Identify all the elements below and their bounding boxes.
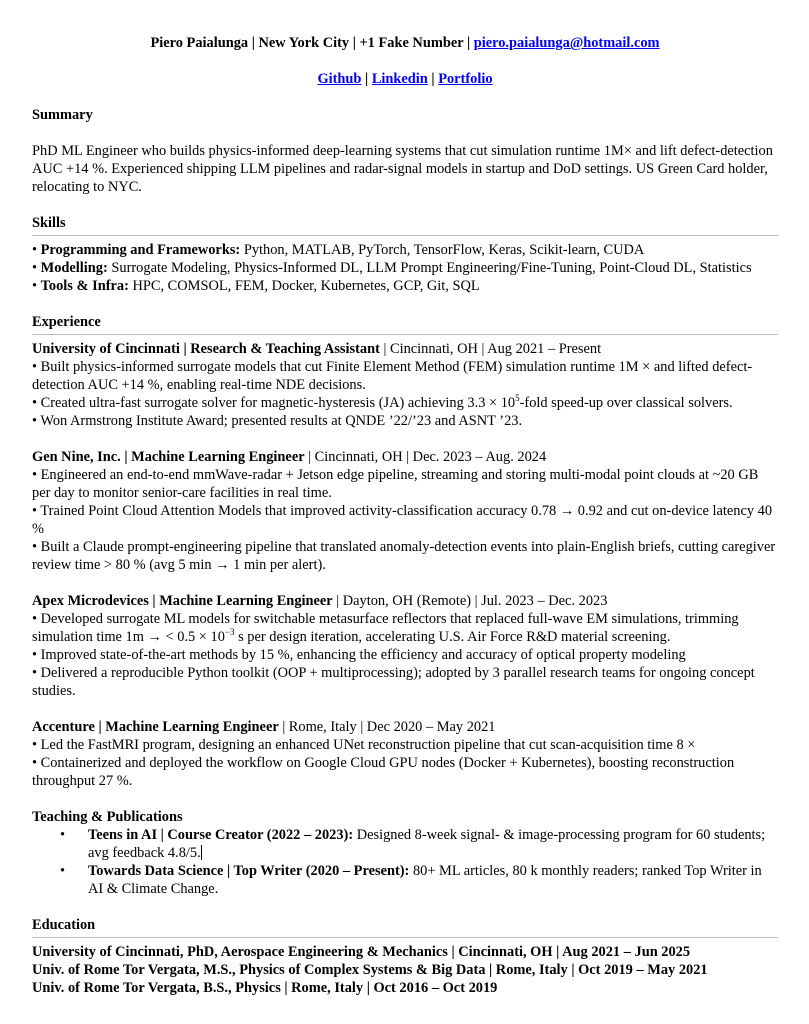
job-header — [32, 340, 778, 358]
skill-label: Programming and Frameworks: — [40, 242, 241, 258]
bullet-text: Led the FastMRI program, designing an enhanced UNet reconstruction pipeline that cut scan-acquisition time 8 × — [40, 737, 696, 753]
bullet-text: Trained Point Cloud Attention Models that improved activity-classification accuracy 0.78 → 0.92 and cut on-device latency 40 % — [32, 503, 773, 537]
github-link[interactable]: Github — [317, 71, 362, 87]
publication-label: Teens in AI | Course Creator (2022 – 2023): — [88, 827, 354, 843]
job-title: Accenture | Machine Learning Engineer — [32, 719, 279, 735]
job-meta: | Dayton, OH (Remote) | Jul. 2023 – Dec. 2023 — [332, 593, 608, 609]
bullet-icon: • — [32, 737, 41, 753]
bullet-icon: • — [32, 503, 41, 519]
skill-text: Python, MATLAB, PyTorch, TensorFlow, Keras, Scikit-learn, CUDA — [240, 242, 645, 258]
job-bullet — [32, 646, 778, 664]
bullet-text: Delivered a reproducible Python toolkit (OOP + multiprocessing); adopted by 3 parallel research teams for ongoing concept studies. — [32, 665, 755, 699]
superscript: 5 — [515, 393, 520, 403]
publication-text: Designed 8-week signal- & image-processing program for 60 students; avg feedback 4.8/5. — [88, 827, 766, 861]
job-header — [32, 592, 778, 610]
bullet-text: Won Armstrong Institute Award; presented results at QNDE ’22/’23 and ASNT ’23. — [40, 413, 523, 429]
bullet-text: Engineered an end-to-end mmWave-radar + Jetson edge pipeline, streaming and storing multi-modal point clouds at ~20 GB per day to monitor senior-care facilities in real time. — [32, 467, 759, 501]
text-cursor — [201, 845, 202, 860]
experience-list — [32, 340, 778, 790]
bullet-icon: • — [32, 539, 41, 555]
bullet-text: -fold speed-up over classical solvers. — [519, 395, 733, 411]
bullet-icon: • — [32, 467, 41, 483]
job-bullet — [32, 538, 778, 574]
bullet-icon: • — [32, 413, 41, 429]
job-bullet — [32, 736, 778, 754]
bullet-icon: • — [32, 359, 41, 375]
bullet-text: Built physics-informed surrogate models that cut Finite Element Method (FEM) simulation runtime 1M × and lifted defect-detection AUC +14 %, enabling real-time NDE decisions. — [32, 359, 753, 393]
job-title: Gen Nine, Inc. | Machine Learning Engineer — [32, 449, 305, 465]
bullet-text: Improved state-of-the-art methods by 15 %, enhancing the efficiency and accuracy of optical property modeling — [40, 647, 686, 663]
bullet-icon: • — [32, 395, 41, 411]
job-bullet — [32, 466, 778, 502]
portfolio-link[interactable]: Portfolio — [438, 71, 493, 87]
publication-label: Towards Data Science | Top Writer (2020 – Present): — [88, 863, 410, 879]
divider — [32, 334, 778, 335]
job-entry — [32, 340, 778, 430]
job-bullet — [32, 502, 778, 538]
email-link[interactable]: piero.paialunga@hotmail.com — [473, 35, 660, 51]
education-item: Univ. of Rome Tor Vergata, B.S., Physics | Rome, Italy | Oct 2016 – Oct 2019 — [32, 980, 498, 996]
bullet-icon: • — [32, 665, 41, 681]
contact-line: Piero Paialunga | New York City | +1 Fake Number | piero.paialunga@hotmail.com — [150, 35, 660, 51]
job-meta: | Cincinnati, OH | Aug 2021 – Present — [379, 341, 602, 357]
skill-item: • Programming and Frameworks: Python, MATLAB, PyTorch, TensorFlow, Keras, Scikit-learn, CUDA — [32, 242, 645, 258]
teaching-list — [32, 826, 778, 898]
job-meta: | Cincinnati, OH | Dec. 2023 – Aug. 2024 — [304, 449, 547, 465]
skill-item: • Tools & Infra: HPC, COMSOL, FEM, Docker, Kubernetes, GCP, Git, SQL — [32, 278, 480, 294]
city: New York City — [258, 35, 350, 51]
job-header — [32, 448, 778, 466]
bullet-text: s per design iteration, accelerating U.S. Air Force R&D material screening. — [234, 629, 671, 645]
education-heading: Education — [32, 917, 96, 933]
publication-text: 80+ ML articles, 80 k monthly readers; ranked Top Writer in AI & Climate Change. — [88, 863, 762, 897]
bullet-icon: • — [32, 611, 41, 627]
summary-text: PhD ML Engineer who builds physics-informed deep-learning systems that cut simulation runtime 1M× and lift defect-detection AUC +14 %. Experienced shipping LLM pipelines and radar-signal models in startup and DoD settings. US Green Card holder, relocating to NYC. — [32, 143, 773, 195]
job-bullet — [32, 610, 778, 646]
skills-heading: Skills — [32, 215, 66, 231]
education-item: University of Cincinnati, PhD, Aerospace Engineering & Mechanics | Cincinnati, OH | Aug 2021 – Jun 2025 — [32, 944, 691, 960]
job-bullet — [32, 664, 778, 700]
linkedin-link[interactable]: Linkedin — [371, 71, 428, 87]
bullet-icon: • — [60, 863, 66, 879]
education-list — [32, 943, 778, 997]
job-entry — [32, 718, 778, 790]
skills-list — [32, 241, 778, 295]
job-meta: | Rome, Italy | Dec 2020 – May 2021 — [278, 719, 496, 735]
skill-label: Modelling: — [40, 260, 108, 276]
job-title: Apex Microdevices | Machine Learning Engineer — [32, 593, 333, 609]
summary-heading: Summary — [32, 107, 93, 123]
links-line: Github | Linkedin | Portfolio — [317, 71, 493, 87]
job-bullet — [32, 754, 778, 790]
divider — [32, 937, 778, 938]
job-bullet — [32, 412, 778, 430]
bullet-text: Containerized and deployed the workflow on Google Cloud GPU nodes (Docker + Kubernetes), boosting reconstruction throughput 27 %. — [32, 755, 735, 789]
job-bullet — [32, 358, 778, 394]
superscript: −3 — [224, 627, 235, 637]
name: Piero Paialunga — [150, 35, 249, 51]
bullet-icon: • — [60, 827, 66, 843]
bullet-text: Developed surrogate ML models for switchable metasurface reflectors that replaced full-wave EM simulations, trimming simulation time 1m → < 0.5 × 10 — [32, 611, 739, 645]
skill-text: Surrogate Modeling, Physics-Informed DL, LLM Prompt Engineering/Fine-Tuning, Point-Cloud DL, Statistics — [107, 260, 752, 276]
skill-text: HPC, COMSOL, FEM, Docker, Kubernetes, GCP, Git, SQL — [128, 278, 480, 294]
bullet-icon: • — [32, 647, 41, 663]
bullet-icon: • — [32, 755, 41, 771]
job-entry — [32, 448, 778, 574]
education-item: Univ. of Rome Tor Vergata, M.S., Physics of Complex Systems & Big Data | Rome, Italy | Oct 2019 – May 2021 — [32, 962, 708, 978]
job-title: University of Cincinnati | Research & Teaching Assistant — [32, 341, 380, 357]
job-header — [32, 718, 778, 736]
teaching-heading: Teaching & Publications — [32, 809, 183, 825]
phone: +1 Fake Number — [359, 35, 464, 51]
skill-label: Tools & Infra: — [40, 278, 129, 294]
job-bullet — [32, 394, 778, 412]
job-entry — [32, 592, 778, 700]
experience-heading: Experience — [32, 314, 101, 330]
bullet-text: Created ultra-fast surrogate solver for magnetic-hysteresis (JA) achieving 3.3 × 10 — [40, 395, 516, 411]
skill-item: • Modelling: Surrogate Modeling, Physics-Informed DL, LLM Prompt Engineering/Fine-Tuning, Point-Cloud DL, Statistics — [32, 260, 752, 276]
publication-item — [32, 862, 778, 898]
publication-item — [32, 826, 778, 862]
bullet-text: Built a Claude prompt-engineering pipeline that translated anomaly-detection events into plain-English briefs, cutting caregiver review time > 80 % (avg 5 min → 1 min per alert). — [32, 539, 776, 573]
divider — [32, 235, 778, 236]
